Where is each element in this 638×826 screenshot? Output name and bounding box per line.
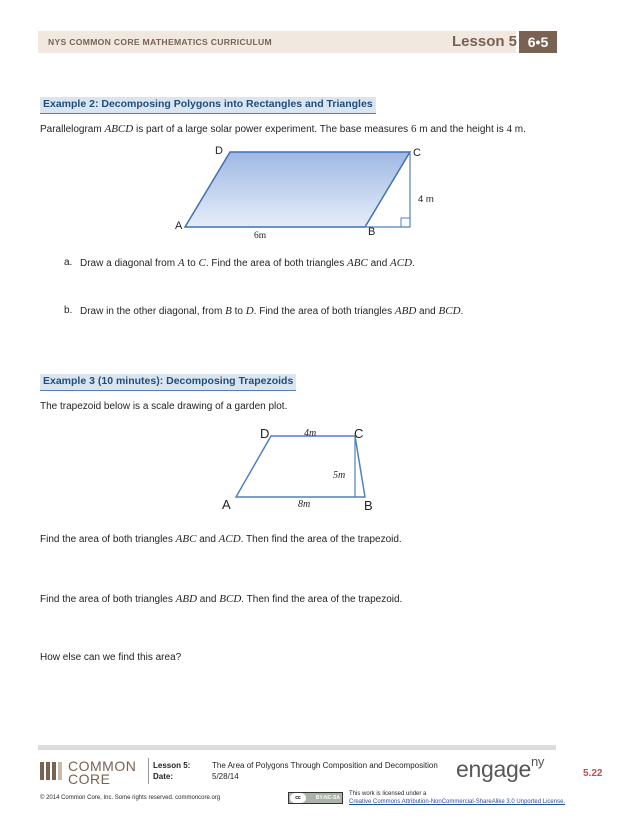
brand-common: COMMON xyxy=(68,758,137,774)
vertex-label-d: D xyxy=(215,145,223,157)
example2-intro: Parallelogram ABCD is part of a large solar power experiment. The base measures 6 m and the height is 4 m. xyxy=(40,123,526,135)
footer-date-key: Date: xyxy=(153,772,174,781)
engageny-logo: engage$^{ny}$ xyxy=(456,754,545,782)
trap-top-label: 4m xyxy=(304,428,317,439)
question-a-letter: a. xyxy=(64,257,73,268)
vertex-label-a: A xyxy=(175,220,183,232)
example3-heading: Example 3 (10 minutes): Decomposing Trapezoids xyxy=(40,374,296,391)
question-b: Draw in the other diagonal, from B to D. Find the area of both triangles ABD and BCD. xyxy=(80,305,464,317)
base-label: 6m xyxy=(254,231,267,241)
question-b-letter: b. xyxy=(64,305,73,316)
footer-lesson-title: The Area of Polygons Through Composition and Decomposition xyxy=(212,761,438,770)
vertex-label-c: C xyxy=(413,147,421,159)
footer-rule xyxy=(38,745,556,750)
page-number: 5.22 xyxy=(583,768,603,779)
trap-bottom-label: 8m xyxy=(298,499,311,510)
trap-height-label: 5m xyxy=(333,470,346,481)
trap-vertex-label-a: A xyxy=(222,497,231,512)
brand-core: CORE xyxy=(68,771,111,787)
license-text: This work is licensed under a xyxy=(349,791,427,797)
trap-vertex-label-d: D xyxy=(260,426,270,441)
example3-intro: The trapezoid below is a scale drawing of a garden plot. xyxy=(40,401,288,412)
curriculum-title: NYS COMMON CORE MATHEMATICS CURRICULUM xyxy=(48,37,273,47)
lesson-label: Lesson 5 xyxy=(452,33,518,50)
license-link[interactable]: Creative Commons Attribution-NonCommercial-ShareAlike 3.0 Unported License. xyxy=(349,799,566,805)
trapezoid-question-2: Find the area of both triangles ABD and BCD. Then find the area of the trapezoid. xyxy=(40,593,403,605)
height-label: 4 m xyxy=(418,194,434,205)
footer-lesson-key: Lesson 5: xyxy=(153,761,191,770)
grade-module-badge: 6•5 xyxy=(519,31,557,53)
question-a: Draw a diagonal from A to C. Find the area of both triangles ABC and ACD. xyxy=(80,257,415,269)
common-core-logo-icon xyxy=(40,760,66,782)
copyright-text: © 2014 Common Core, Inc. Some rights reserved. commoncore.org xyxy=(40,795,221,801)
trap-vertex-label-c: C xyxy=(354,426,364,441)
trapezoid-question-1: Find the area of both triangles ABC and ACD. Then find the area of the trapezoid. xyxy=(40,533,402,545)
trapezoid-question-3: How else can we find this area? xyxy=(40,652,182,663)
vertex-label-b: B xyxy=(368,226,376,238)
trap-vertex-label-b: B xyxy=(364,498,373,513)
trapezoid-shape xyxy=(236,436,365,497)
footer-date-value: 5/28/14 xyxy=(212,772,239,781)
footer-divider xyxy=(148,758,149,784)
example2-heading: Example 2: Decomposing Polygons into Rectangles and Triangles xyxy=(40,97,376,114)
cc-license-badge-icon: cc BY-NC-SA xyxy=(288,792,343,804)
